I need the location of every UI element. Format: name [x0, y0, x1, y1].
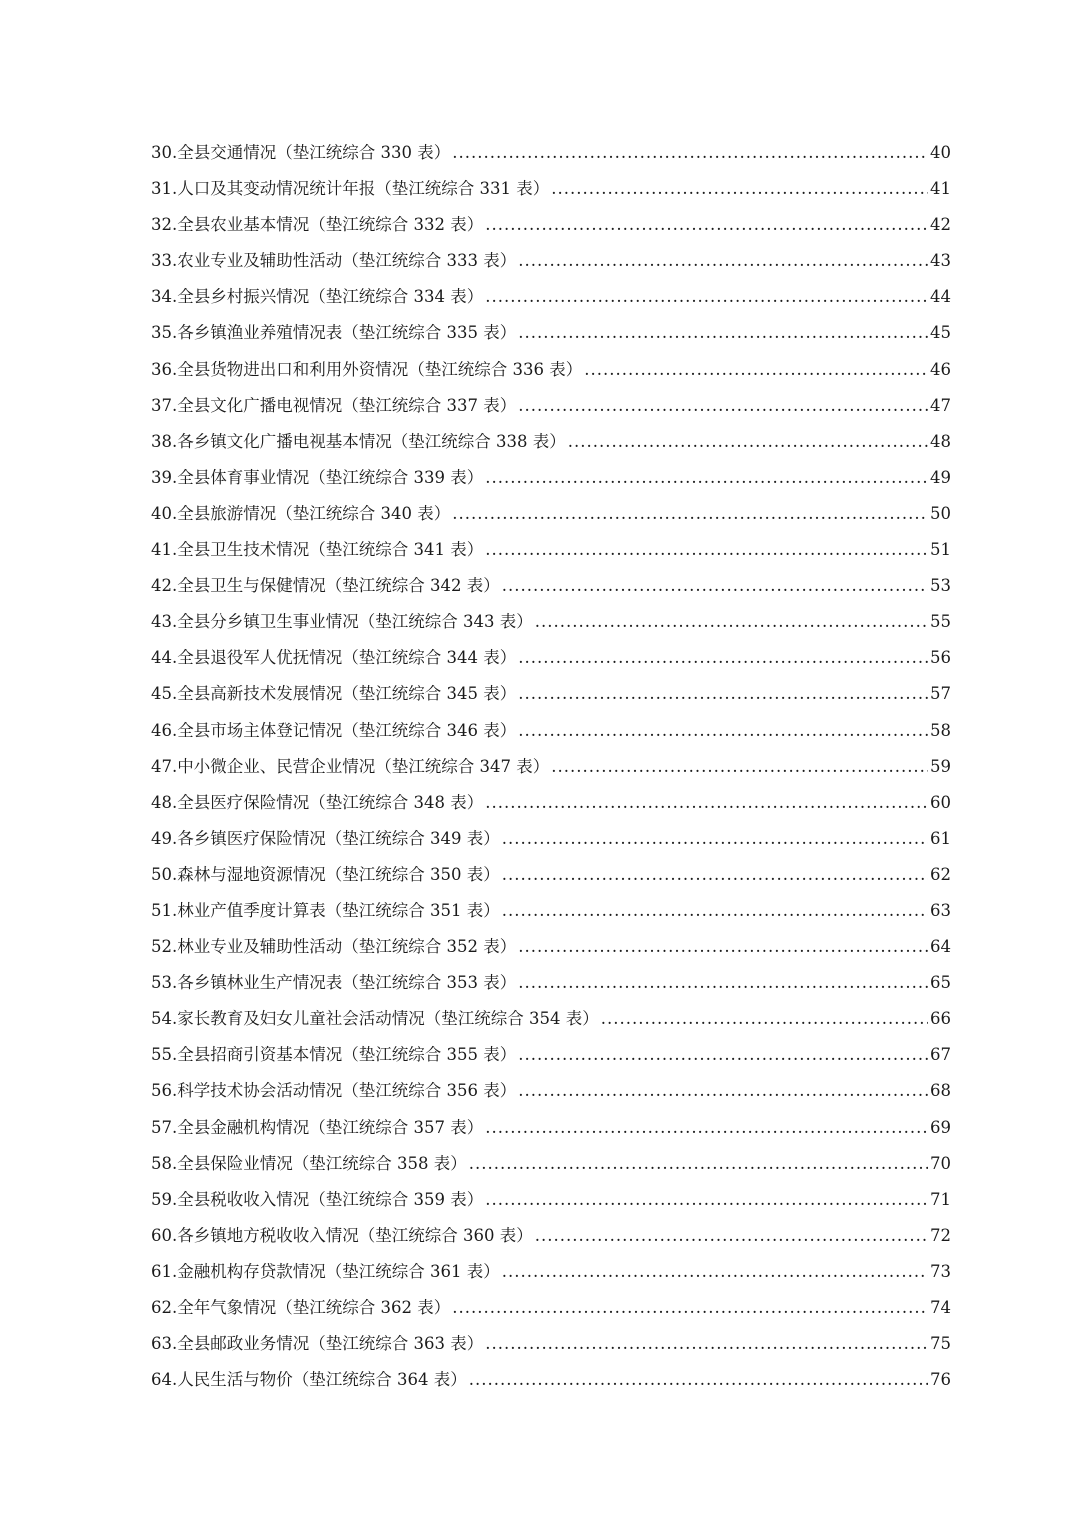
- toc-dot-leader: [601, 1001, 928, 1037]
- toc-entry-title: 49.各乡镇医疗保险情况（垫江统综合 349 表）: [151, 828, 500, 848]
- toc-page-number: 64: [930, 937, 951, 957]
- toc-page-number: 75: [930, 1334, 951, 1354]
- toc-entry-title: 41.全县卫生技术情况（垫江统综合 341 表）: [151, 540, 484, 560]
- toc-page-number: 56: [930, 648, 951, 668]
- toc-entry-title: 39.全县体育事业情况（垫江统综合 339 表）: [151, 467, 484, 487]
- toc-entry[interactable]: [151, 640, 951, 676]
- toc-page-number: 49: [930, 467, 951, 487]
- toc-dot-leader: [502, 821, 928, 857]
- toc-dot-leader: [485, 1326, 928, 1362]
- toc-entry-title: 59.全县税收收入情况（垫江统综合 359 表）: [151, 1189, 484, 1209]
- toc-entry-title: 52.林业专业及辅助性活动（垫江统综合 352 表）: [151, 937, 517, 957]
- toc-page-number: 48: [930, 431, 951, 451]
- toc-entry-title: 55.全县招商引资基本情况（垫江统综合 355 表）: [151, 1045, 517, 1065]
- toc-entry[interactable]: [151, 749, 951, 785]
- toc-dot-leader: [469, 1362, 928, 1398]
- toc-dot-leader: [485, 1110, 928, 1146]
- toc-entry[interactable]: [151, 1001, 951, 1037]
- toc-entry-title: 56.科学技术协会活动情况（垫江统综合 356 表）: [151, 1081, 517, 1101]
- toc-entry[interactable]: [151, 1218, 951, 1254]
- toc-dot-leader: [485, 532, 928, 568]
- toc-entry-title: 51.林业产值季度计算表（垫江统综合 351 表）: [151, 900, 500, 920]
- toc-entry[interactable]: [151, 424, 951, 460]
- toc-entry-title: 58.全县保险业情况（垫江统综合 358 表）: [151, 1153, 467, 1173]
- toc-dot-leader: [518, 640, 928, 676]
- toc-page-number: 40: [930, 143, 951, 162]
- toc-entry-title: 48.全县医疗保险情况（垫江统综合 348 表）: [151, 792, 484, 812]
- toc-page-number: 60: [930, 792, 951, 812]
- toc-entry-title: 38.各乡镇文化广播电视基本情况（垫江统综合 338 表）: [151, 431, 566, 451]
- toc-dot-leader: [535, 1218, 928, 1254]
- toc-page-number: 74: [930, 1298, 951, 1317]
- toc-entry-title: 34.全县乡村振兴情况（垫江统综合 334 表）: [151, 287, 484, 307]
- toc-page-number: 61: [930, 828, 951, 848]
- toc-entry[interactable]: [151, 1254, 951, 1290]
- toc-dot-leader: [518, 243, 928, 279]
- toc-entry-title: 63.全县邮政业务情况（垫江统综合 363 表）: [151, 1334, 484, 1354]
- toc-entry-title: 33.农业专业及辅助性活动（垫江统综合 333 表）: [151, 251, 517, 271]
- table-of-contents: [151, 135, 951, 1398]
- toc-entry-title: 31.人口及其变动情况统计年报（垫江统综合 331 表）: [151, 179, 550, 199]
- toc-dot-leader: [485, 460, 928, 496]
- toc-page-number: 43: [930, 251, 951, 271]
- toc-page-number: 45: [930, 323, 951, 343]
- toc-entry[interactable]: [151, 785, 951, 821]
- toc-entry-title: 43.全县分乡镇卫生事业情况（垫江统综合 343 表）: [151, 612, 533, 632]
- toc-page-number: 57: [930, 684, 951, 704]
- toc-entry[interactable]: [151, 1326, 951, 1362]
- toc-entry[interactable]: [151, 315, 951, 351]
- toc-page-number: 67: [930, 1045, 951, 1065]
- toc-page-number: 51: [930, 540, 951, 560]
- toc-entry[interactable]: [151, 171, 951, 207]
- toc-entry[interactable]: [151, 388, 951, 424]
- toc-page-number: 72: [930, 1225, 951, 1245]
- toc-entry[interactable]: [151, 279, 951, 315]
- toc-entry-title: 30.全县交通情况（垫江统综合 330 表）: [151, 143, 451, 162]
- toc-entry[interactable]: [151, 929, 951, 965]
- toc-entry-title: 60.各乡镇地方税收收入情况（垫江统综合 360 表）: [151, 1225, 533, 1245]
- toc-dot-leader: [518, 713, 928, 749]
- toc-entry[interactable]: [151, 1146, 951, 1182]
- toc-page-number: 47: [930, 395, 951, 415]
- toc-page-number: 68: [930, 1081, 951, 1101]
- toc-entry[interactable]: [151, 532, 951, 568]
- toc-page-number: 63: [930, 900, 951, 920]
- toc-entry-title: 50.森林与湿地资源情况（垫江统综合 350 表）: [151, 864, 500, 884]
- toc-entry[interactable]: [151, 1110, 951, 1146]
- toc-entry-title: 37.全县文化广播电视情况（垫江统综合 337 表）: [151, 395, 517, 415]
- toc-page-number: 69: [930, 1117, 951, 1137]
- toc-dot-leader: [452, 496, 928, 532]
- toc-dot-leader: [485, 785, 928, 821]
- toc-dot-leader: [502, 568, 928, 604]
- toc-entry-title: 47.中小微企业、民营企业情况（垫江统综合 347 表）: [151, 756, 550, 776]
- toc-page-number: 59: [930, 756, 951, 776]
- toc-dot-leader: [518, 388, 928, 424]
- toc-page-number: 70: [930, 1153, 951, 1173]
- toc-dot-leader: [518, 965, 928, 1001]
- toc-entry[interactable]: [151, 135, 951, 171]
- toc-entry-title: 54.家长教育及妇女儿童社会活动情况（垫江统综合 354 表）: [151, 1009, 599, 1029]
- toc-entry-title: 53.各乡镇林业生产情况表（垫江统综合 353 表）: [151, 973, 517, 993]
- toc-page-number: 41: [930, 179, 951, 199]
- toc-dot-leader: [485, 279, 928, 315]
- toc-entry-title: 42.全县卫生与保健情况（垫江统综合 342 表）: [151, 576, 500, 596]
- toc-entry[interactable]: [151, 1073, 951, 1109]
- toc-entry[interactable]: [151, 1362, 951, 1398]
- toc-dot-leader: [485, 1182, 928, 1218]
- toc-dot-leader: [518, 929, 928, 965]
- toc-dot-leader: [502, 857, 928, 893]
- toc-page-number: 66: [930, 1009, 951, 1029]
- toc-page-number: 58: [930, 720, 951, 740]
- toc-page-number: 62: [930, 864, 951, 884]
- toc-entry[interactable]: [151, 965, 951, 1001]
- toc-entry-title: 62.全年气象情况（垫江统综合 362 表）: [151, 1298, 451, 1317]
- toc-entry-title: 44.全县退役军人优抚情况（垫江统综合 344 表）: [151, 648, 517, 668]
- toc-entry[interactable]: [151, 1182, 951, 1218]
- toc-dot-leader: [452, 135, 928, 171]
- toc-entry-title: 40.全县旅游情况（垫江统综合 340 表）: [151, 503, 451, 523]
- toc-entry[interactable]: [151, 207, 951, 243]
- toc-page-number: 71: [930, 1189, 951, 1209]
- toc-entry[interactable]: [151, 604, 951, 640]
- toc-page-number: 65: [930, 973, 951, 993]
- toc-dot-leader: [485, 207, 928, 243]
- toc-page-number: 53: [930, 576, 951, 596]
- toc-entry[interactable]: [151, 821, 951, 857]
- toc-entry[interactable]: [151, 1290, 951, 1326]
- toc-page-number: 46: [930, 359, 951, 379]
- toc-entry[interactable]: [151, 460, 951, 496]
- toc-dot-leader: [518, 676, 928, 712]
- toc-dot-leader: [469, 1146, 928, 1182]
- toc-entry-title: 46.全县市场主体登记情况（垫江统综合 346 表）: [151, 720, 517, 740]
- toc-page-number: 73: [930, 1261, 951, 1281]
- toc-dot-leader: [502, 893, 928, 929]
- toc-dot-leader: [452, 1290, 928, 1326]
- toc-dot-leader: [535, 604, 928, 640]
- toc-entry[interactable]: [151, 857, 951, 893]
- toc-dot-leader: [518, 1037, 928, 1073]
- toc-entry[interactable]: [151, 713, 951, 749]
- toc-dot-leader: [502, 1254, 928, 1290]
- toc-page-number: 55: [930, 612, 951, 632]
- toc-entry[interactable]: [151, 496, 951, 532]
- toc-entry-title: 64.人民生活与物价（垫江统综合 364 表）: [151, 1370, 467, 1390]
- toc-dot-leader: [518, 1073, 928, 1109]
- toc-entry-title: 57.全县金融机构情况（垫江统综合 357 表）: [151, 1117, 484, 1137]
- toc-dot-leader: [518, 315, 928, 351]
- toc-entry[interactable]: [151, 676, 951, 712]
- toc-dot-leader: [584, 352, 928, 388]
- toc-dot-leader: [551, 171, 928, 207]
- toc-entry[interactable]: [151, 568, 951, 604]
- toc-dot-leader: [568, 424, 928, 460]
- toc-page-number: 44: [930, 287, 951, 307]
- toc-entry-title: 61.金融机构存贷款情况（垫江统综合 361 表）: [151, 1261, 500, 1281]
- toc-dot-leader: [551, 749, 928, 785]
- toc-page-number: 42: [930, 215, 951, 235]
- toc-entry-title: 36.全县货物进出口和利用外资情况（垫江统综合 336 表）: [151, 359, 583, 379]
- toc-entry-title: 32.全县农业基本情况（垫江统综合 332 表）: [151, 215, 484, 235]
- toc-entry-title: 45.全县高新技术发展情况（垫江统综合 345 表）: [151, 684, 517, 704]
- toc-entry[interactable]: [151, 352, 951, 388]
- toc-page-number: 50: [930, 503, 951, 523]
- toc-entry-title: 35.各乡镇渔业养殖情况表（垫江统综合 335 表）: [151, 323, 517, 343]
- toc-entry[interactable]: [151, 893, 951, 929]
- toc-page-number: 76: [930, 1370, 951, 1390]
- toc-entry[interactable]: [151, 243, 951, 279]
- toc-entry[interactable]: [151, 1037, 951, 1073]
